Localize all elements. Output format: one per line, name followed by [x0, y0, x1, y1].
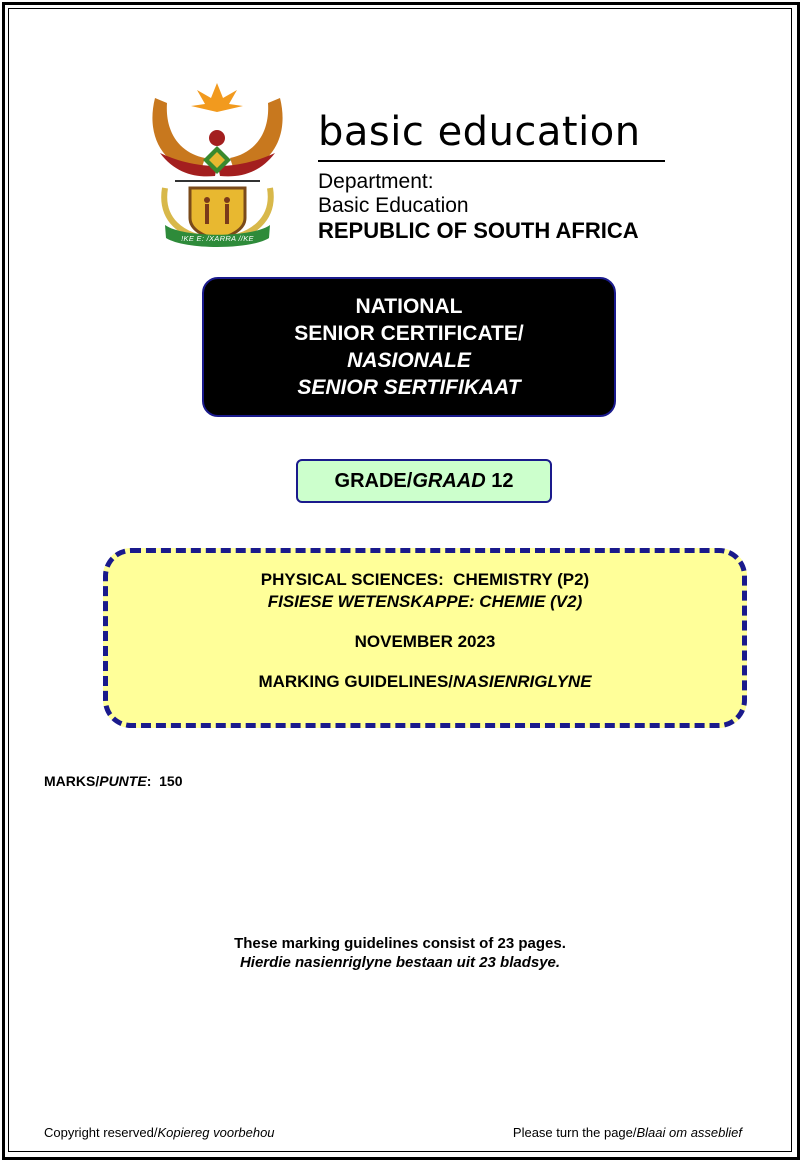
marks-total — [44, 773, 183, 789]
document-type-af: NASIENRIGLYNE — [453, 672, 592, 691]
exam-date: NOVEMBER 2023 — [354, 632, 496, 651]
document-type-en: MARKING GUIDELINES/ — [258, 672, 453, 691]
certificate-line-1: NATIONAL — [355, 295, 463, 318]
department-label: Department: — [318, 170, 434, 193]
turn-page-af: Blaai om asseblief — [636, 1125, 742, 1140]
country-name: REPUBLIC OF SOUTH AFRICA — [318, 218, 639, 243]
footer-copyright — [44, 1125, 275, 1140]
subject-title-en: PHYSICAL SCIENCES: CHEMISTRY (P2) — [260, 570, 590, 589]
brand-title: basic education — [318, 109, 641, 155]
certificate-line-2: SENIOR CERTIFICATE/ — [294, 322, 524, 345]
marks-label-en: MARKS/ — [44, 773, 100, 789]
coat-of-arms-logo — [145, 78, 290, 248]
copyright-en: Copyright reserved/ — [44, 1125, 158, 1140]
page-count-note — [0, 934, 800, 972]
crest-motto: !KE E: /XARRA //KE — [181, 234, 254, 243]
page-count-af: Hierdie nasienriglyne bestaan uit 23 bladsye. — [239, 954, 561, 971]
marks-separator: : — [146, 773, 160, 789]
document-type — [108, 671, 742, 693]
department-brand — [318, 108, 665, 244]
copyright-af: Kopiereg voorbehou — [157, 1125, 275, 1140]
grade-label-en: GRADE/ — [334, 470, 413, 492]
brand-divider — [318, 160, 665, 162]
page-count-en: These marking guidelines consist of 23 pages. — [234, 935, 566, 952]
grade-box — [296, 459, 552, 503]
marks-value: 150 — [159, 773, 183, 789]
marks-label-af: PUNTE — [99, 773, 147, 789]
subject-title-af: FISIESE WETENSKAPPE: CHEMIE (V2) — [267, 592, 583, 611]
grade-number: 12 — [485, 470, 514, 492]
turn-page-en: Please turn the page/ — [512, 1125, 637, 1140]
footer-turn-page — [513, 1125, 742, 1140]
certificate-box — [202, 277, 616, 417]
certificate-line-4: SENIOR SERTIFIKAAT — [297, 376, 521, 399]
subject-box — [103, 548, 747, 728]
certificate-line-3: NASIONALE — [347, 349, 471, 372]
department-name: Basic Education — [318, 194, 469, 217]
grade-label-af: GRAAD — [412, 470, 486, 492]
